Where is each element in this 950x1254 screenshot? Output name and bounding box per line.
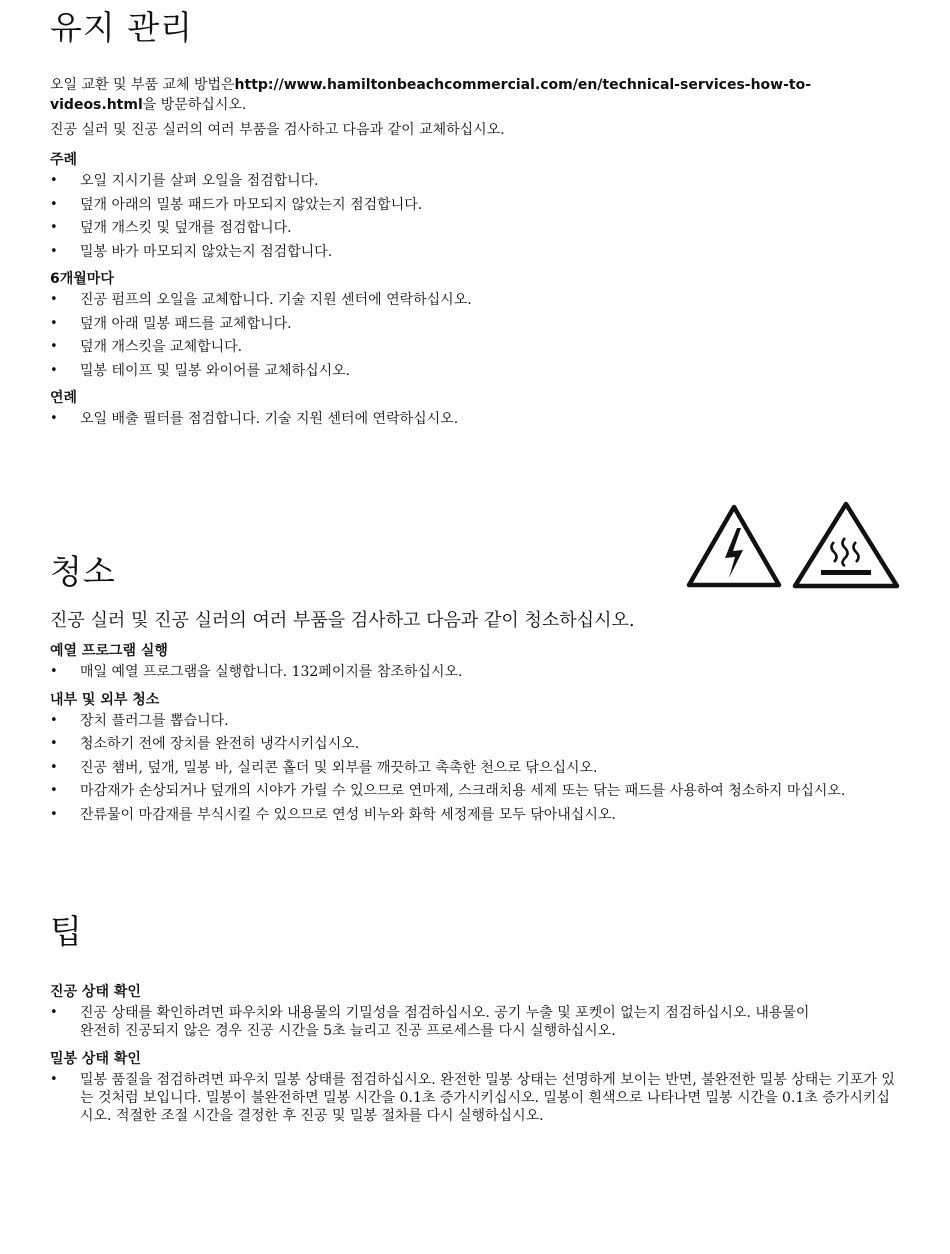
list-item: • 덮개 개스킷을 교체합니다. — [50, 338, 910, 356]
cleaning-section — [50, 552, 910, 829]
list-item: • 잔류물이 마감재를 부식시킬 수 있으므로 연성 비누와 화학 세정제를 모두 닦아내십시오. — [50, 806, 910, 824]
inspect-replace-text: 진공 실러 및 진공 실러의 여러 부품을 검사하고 다음과 같이 교체하십시오. — [50, 122, 505, 138]
yearly-heading: 연례 — [50, 390, 78, 406]
list-item: • 마감재가 손상되거나 덮개의 시야가 가릴 수 있으므로 연마제, 스크래치용 세제 또는 닦는 패드를 사용하여 청소하지 마십시오. — [50, 782, 885, 800]
weekly-heading: 주례 — [50, 152, 78, 168]
list-item: • 장치 플러그를 뽑습니다. — [50, 712, 910, 730]
intro-suffix: 을 방문하십시오. — [142, 97, 247, 113]
list-item: • 밀봉 바가 마모되지 않았는지 점검합니다. — [50, 243, 910, 261]
seal-check-list — [50, 1071, 910, 1125]
maintenance-title: 유지 관리 — [50, 8, 194, 47]
cleaning-lead: 진공 실러 및 진공 실러의 여러 부품을 검사하고 다음과 같이 청소하십시오. — [50, 610, 635, 631]
list-item: • 덮개 아래 밀봉 패드를 교체합니다. — [50, 315, 910, 333]
maintenance-intro — [50, 75, 910, 115]
tips-section — [50, 912, 910, 1130]
six-month-heading: 6개월마다 — [50, 271, 114, 287]
list-item: • 청소하기 전에 장치를 완전히 냉각시키십시오. — [50, 735, 910, 753]
howto-url-link[interactable]: http://www.hamiltonbeachcommercial.com/en/technical-services-how-to- — [234, 77, 812, 93]
list-item: • 진공 펌프의 오일을 교체합니다. 기술 지원 센터에 연락하십시오. — [50, 291, 910, 309]
yearly-list — [50, 410, 910, 428]
list-item: • 오일 배출 필터를 점검합니다. 기술 지원 센터에 연락하십시오. — [50, 410, 910, 428]
list-item: • 오일 지시기를 살펴 오일을 점검합니다. — [50, 172, 910, 190]
vacuum-check-list — [50, 1004, 910, 1040]
inside-outside-list — [50, 712, 910, 824]
list-item: • 밀봉 품질을 점검하려면 파우치 밀봉 상태를 점검하십시오. 완전한 밀봉 상태는 선명하게 보이는 반면, 불완전한 밀봉 상태는 기포가 있는 것처럼 보입니다. 밀봉이 불완전하면 밀봉 시간을 0.1초 증가시키십시오. 밀봉이 흰색으로 나타나면 밀봉 시간을 0.1초 증가시키십시오. 적절한 조절 시간을 결정한 후 진공 및 밀봉 절차를 다시 실행하십시오. — [50, 1071, 900, 1125]
seal-check-heading: 밀봉 상태 확인 — [50, 1050, 141, 1067]
list-item: • 진공 챔버, 덮개, 밀봉 바, 실리콘 홀더 및 외부를 깨끗하고 촉촉한 천으로 닦으십시오. — [50, 759, 910, 777]
list-item: • 덮개 개스킷 및 덮개를 점검합니다. — [50, 219, 910, 237]
tips-title: 팁 — [50, 912, 83, 951]
preheat-list — [50, 663, 910, 681]
cleaning-title: 청소 — [50, 552, 116, 591]
list-item: • 매일 예열 프로그램을 실행합니다. 132페이지를 참조하십시오. — [50, 663, 910, 681]
maintenance-section — [50, 8, 910, 434]
six-month-list — [50, 291, 910, 380]
list-item: • 덮개 아래의 밀봉 패드가 마모되지 않았는지 점검합니다. — [50, 196, 910, 214]
list-item: • 진공 상태를 확인하려면 파우치와 내용물의 기밀성을 점검하십시오. 공기 누출 및 포켓이 없는지 점검하십시오. 내용물이 완전히 진공되지 않은 경우 진공 시간을 5초 늘리고 진공 프로세스를 다시 실행하십시오. — [50, 1004, 825, 1040]
vacuum-check-heading: 진공 상태 확인 — [50, 984, 141, 1000]
inside-outside-heading: 내부 및 외부 청소 — [50, 691, 160, 708]
intro-prefix: 오일 교환 및 부품 교체 방법은 — [50, 77, 235, 93]
preheat-heading: 예열 프로그램 실행 — [50, 643, 168, 659]
howto-url-link-cont[interactable]: videos.html — [50, 97, 143, 113]
list-item: • 밀봉 테이프 및 밀봉 와이어를 교체하십시오. — [50, 362, 910, 380]
weekly-list — [50, 172, 910, 261]
